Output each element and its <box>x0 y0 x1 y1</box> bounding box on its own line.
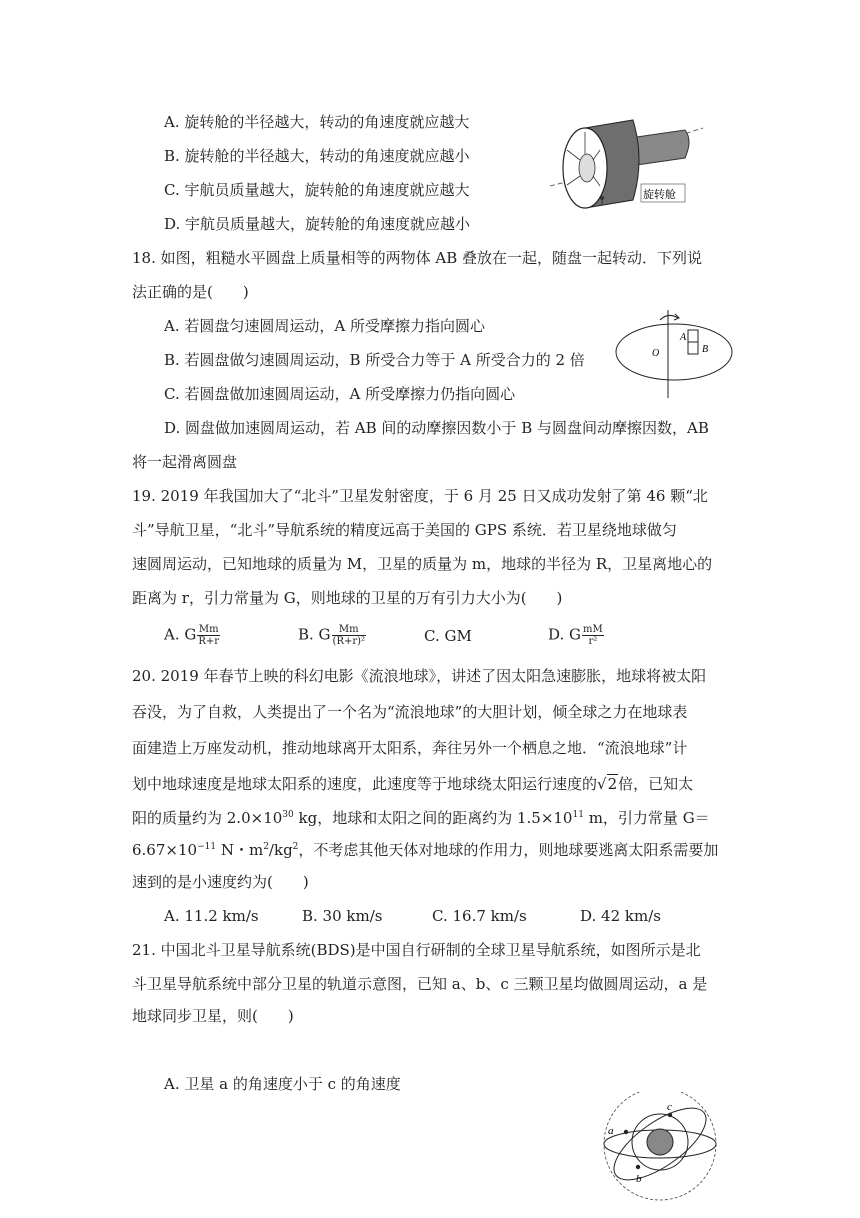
sqrt-symbol: √2 <box>597 775 618 793</box>
q21-option-a: A. 卫星 a 的角速度小于 c 的角速度 <box>164 1075 401 1093</box>
label-b: b <box>636 1173 642 1185</box>
q18-option-c: C. 若圆盘做加速圆周运动，A 所受摩擦力仍指向圆心 <box>164 385 516 403</box>
cabin-label: 旋转舱 <box>643 189 676 201</box>
q19-line1: 19. 2019 年我国加大了“北斗”卫星发射密度，于 6 月 25 日又成功发射了第 46 颗“北 <box>132 487 708 505</box>
q17-option-b: B. 旋转舱的半径越大，转动的角速度就应越小 <box>164 147 470 165</box>
q20-line6: $6.67\times 10^{-11}$ N・$m^2/kg^2$，不考虑其他天体对地球的作用力，则地球要逃离太阳系需要加 <box>132 841 719 859</box>
q20-line2: 吞没，为了自救，人类提出了一个名为“流浪地球”的大胆计划，倾全球之力在地球表 <box>132 703 688 721</box>
q21-line1: 21. 中国北斗卫星导航系统(BDS)是中国自行研制的全球卫星导航系统，如图所示是北 <box>132 941 701 959</box>
q18-option-b: B. 若圆盘做匀速圆周运动，B 所受合力等于 A 所受合力的 2 倍 <box>164 351 585 369</box>
q20-line3: 面建造上万座发动机，推动地球离开太阳系，奔往另外一个栖息之地．“流浪地球”计 <box>132 739 688 757</box>
q20-choice-a: A. 11.2 km/s <box>164 907 259 925</box>
q20-choice-c: C. 16.7 km/s <box>432 907 527 925</box>
q19-choice-a: A. G $\frac{Mm}{R+r}$ <box>164 624 220 647</box>
q19-choice-c: C. GM <box>424 627 472 645</box>
label-a: A <box>680 332 687 343</box>
orbit-figure <box>598 1092 722 1202</box>
q19-line2: 斗”导航卫星，“北斗”导航系统的精度远高于美国的 GPS 系统．若卫星绕地球做匀 <box>132 521 677 539</box>
rotating-cabin-figure <box>545 110 705 210</box>
q19-choice-b: B. G $\frac{Mm}{\text{(R+r)²}}$ <box>298 624 366 647</box>
label-c: c <box>667 1101 672 1113</box>
q18-option-d: D. 圆盘做加速圆周运动，若 AB 间的动摩擦因数小于 B 与圆盘间动摩擦因数，AB <box>164 419 709 437</box>
q19-line4: 距离为 r，引力常量为 G，则地球的卫星的万有引力大小为( ) <box>132 589 563 607</box>
label-b: B <box>702 344 709 355</box>
q20-choice-b: B. 30 km/s <box>302 907 383 925</box>
q17-option-c: C. 宇航员质量越大，旋转舱的角速度就应越大 <box>164 181 470 199</box>
q21-line3: 地球同步卫星，则( ) <box>132 1007 294 1025</box>
label-a: a <box>608 1125 614 1137</box>
q17-option-a: A. 旋转舱的半径越大，转动的角速度就应越大 <box>164 113 470 131</box>
disk-figure <box>612 308 736 400</box>
q20-line1: 20. 2019 年春节上映的科幻电影《流浪地球》，讲述了因太阳急速膨胀，地球将被太阳 <box>132 667 707 685</box>
q20-line4: 划中地球速度是地球太阳系的速度，此速度等于地球绕太阳运行速度的√2倍，已知太 <box>132 775 694 793</box>
q19-choice-d: D. G $\frac{mM}{\text{r²}}$ <box>548 624 603 647</box>
q18-option-a: A. 若圆盘匀速圆周运动，A 所受摩擦力指向圆心 <box>164 317 485 335</box>
q20-line7: 速到的是小速度约为( ) <box>132 873 309 891</box>
q21-line2: 斗卫星导航系统中部分卫星的轨道示意图，已知 a、b、c 三颗卫星均做圆周运动，a 是 <box>132 975 708 993</box>
q20-line5: 阳的质量约为 $2.0\times 10^{30}$ kg，地球和太阳之间的距离约为 $1.5\times 10^{11}$ m，引力常量 G＝ <box>132 809 710 827</box>
label-o: O <box>652 348 660 359</box>
q18-stem-line1: 18. 如图，粗糙水平圆盘上质量相等的两物体 AB 叠放在一起，随盘一起转动．下列说 <box>132 249 703 267</box>
q18-stem-line2: 法正确的是( ) <box>132 283 249 301</box>
q18-option-d-cont: 将一起滑离圆盘 <box>132 453 238 471</box>
q17-option-d: D. 宇航员质量越大，旋转舱的角速度就应越小 <box>164 215 471 233</box>
q19-line3: 速圆周运动，已知地球的质量为 M，卫星的质量为 m，地球的半径为 R，卫星离地心的 <box>132 555 713 573</box>
q20-choice-d: D. 42 km/s <box>580 907 661 925</box>
